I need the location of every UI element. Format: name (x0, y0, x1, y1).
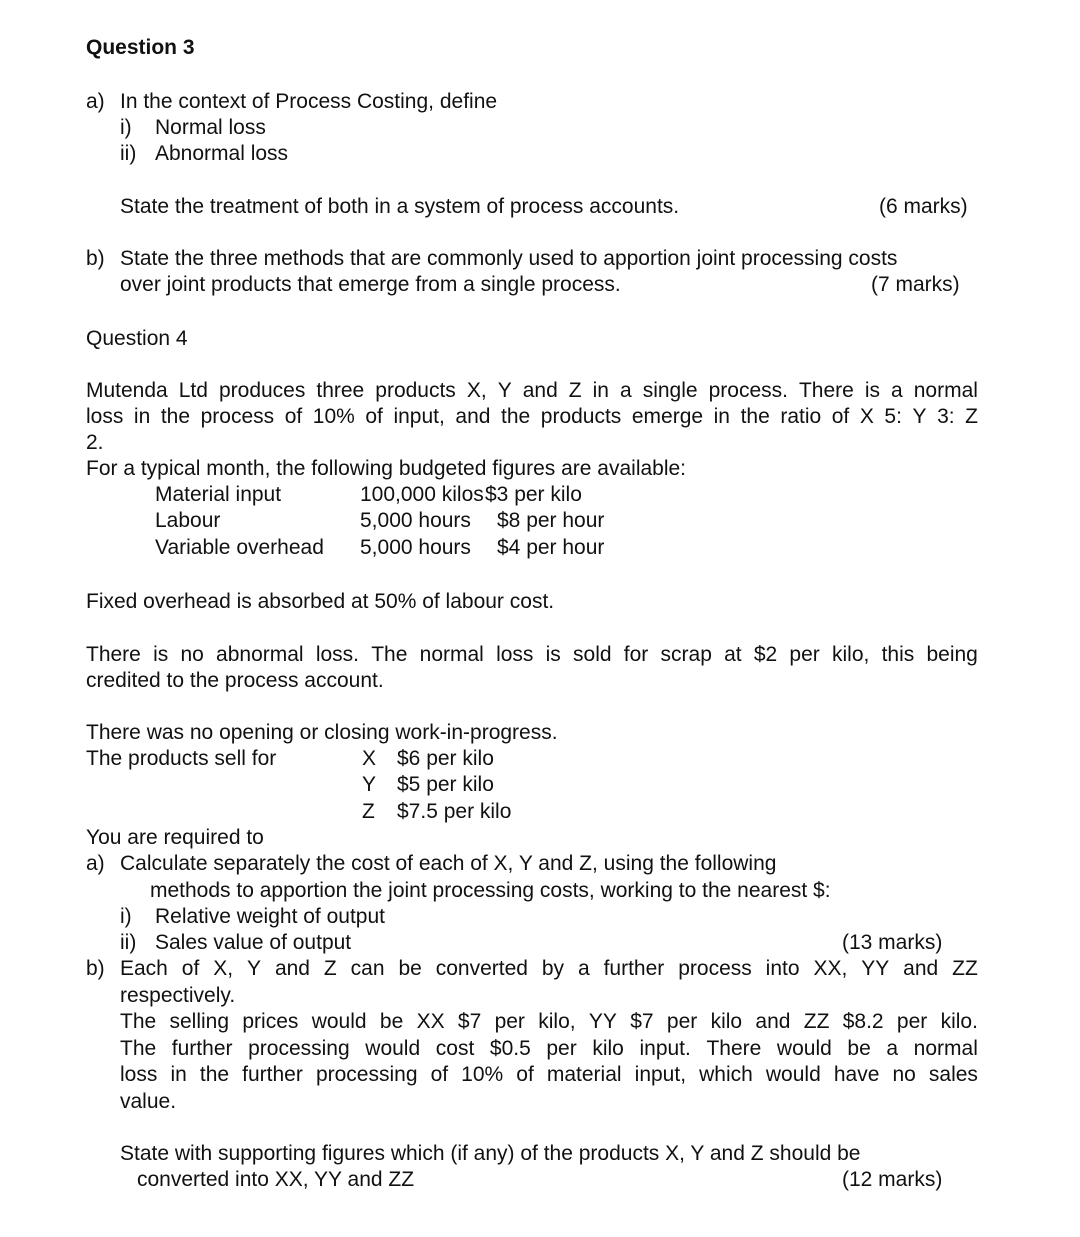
word: emerge (631, 405, 704, 428)
word: input. (639, 1037, 691, 1060)
word: input, (634, 1063, 687, 1086)
word: a (891, 379, 903, 402)
word: of (430, 1063, 449, 1086)
word: would (365, 1037, 421, 1060)
word: ZZ (803, 1010, 830, 1033)
q3-part-b-label: b) (86, 247, 105, 270)
word: the (160, 405, 191, 428)
q4-b-line-2: respectively. (120, 984, 236, 1007)
q3-part-a-label: a) (86, 90, 105, 113)
word: per (546, 1037, 577, 1060)
word: $2 (753, 643, 778, 666)
q4-a-item-2-text: Sales value of output (155, 931, 352, 954)
word: sold (573, 643, 612, 666)
q3-a-item-2-text: Abnormal loss (155, 142, 289, 165)
q4-b-line-5 (120, 1062, 978, 1088)
word: 10% (312, 405, 355, 428)
word: 3: (937, 405, 955, 428)
word: single (642, 379, 698, 402)
word: of (284, 405, 303, 428)
word: further (171, 1037, 233, 1060)
sell-label: The products sell for (86, 747, 277, 770)
price-y-product: Y (362, 773, 377, 796)
word: into (765, 957, 800, 980)
word: of (181, 957, 200, 980)
q4-a-marks: (13 marks) (842, 931, 943, 954)
wip-text: There was no opening or closing work-in-progress. (86, 721, 558, 744)
q3-a-marks: (6 marks) (879, 195, 968, 218)
scrap-line-2: credited to the process account. (86, 669, 384, 692)
word: Z (323, 957, 337, 980)
scrap-line-1 (86, 642, 978, 668)
word: normal (913, 379, 978, 402)
word: is (153, 643, 169, 666)
budget-row-1-item: Material input (155, 483, 282, 506)
word: is (545, 643, 561, 666)
price-z-value: $7.5 per kilo (397, 800, 512, 823)
word: process. (708, 379, 788, 402)
word: 5: (884, 405, 902, 428)
q4-a-item-1-num: i) (120, 905, 132, 928)
q4-b-line-1 (120, 956, 978, 982)
q4-b-line-6: value. (120, 1090, 177, 1113)
price-x-product: X (362, 747, 377, 770)
q3-a-item-2-num: ii) (120, 142, 137, 165)
word: which (699, 1063, 753, 1086)
word: process (678, 957, 752, 980)
word: Z (568, 379, 582, 402)
word: and (274, 957, 310, 980)
word: Z (965, 405, 978, 428)
budget-intro: For a typical month, the following budgeted figures are available: (86, 457, 687, 480)
question-4-title: Question 4 (86, 327, 188, 350)
q3-b-line-1: State the three methods that are commonly used to apportion joint processing costs (120, 247, 898, 270)
word: would (765, 1063, 821, 1086)
word: of (516, 1063, 534, 1086)
price-y-value: $5 per kilo (397, 773, 494, 796)
word: further (603, 957, 665, 980)
budget-row-2-rate: $8 per hour (497, 509, 605, 532)
q4-a-item-2-num: ii) (120, 931, 137, 954)
word: XX (416, 1010, 445, 1033)
word: YY (861, 957, 890, 980)
word: no (180, 643, 204, 666)
word: sales (928, 1063, 978, 1086)
word: scrap (660, 643, 712, 666)
word: products (375, 379, 456, 402)
word: the (501, 405, 531, 428)
word: $7 (457, 1010, 482, 1033)
word: is (864, 379, 881, 402)
word: There (706, 1037, 762, 1060)
word: kilo, (538, 1010, 576, 1033)
q4-part-b-label: b) (86, 957, 105, 980)
word: cost (435, 1037, 475, 1060)
word: $8.2 (842, 1010, 884, 1033)
q4-b-state-line-1: State with supporting figures which (if any) of the products X, Y and Z should be (120, 1142, 861, 1165)
word: X, (466, 379, 487, 402)
word: Y (497, 379, 512, 402)
word: at (724, 643, 742, 666)
word: loss (120, 1063, 158, 1086)
word: the (740, 405, 770, 428)
budget-row-1-rate: $3 per kilo (485, 483, 582, 506)
word: kilo (710, 1010, 743, 1033)
word: by (541, 957, 565, 980)
q3-a-item-1-num: i) (120, 116, 132, 139)
word: 10% (461, 1063, 504, 1086)
q3-b-marks: (7 marks) (871, 273, 960, 296)
word: be (398, 957, 422, 980)
word: and (522, 379, 558, 402)
word: material (546, 1063, 622, 1086)
word: $7 (630, 1010, 654, 1033)
q4-b-line-3 (120, 1009, 978, 1035)
word: be (847, 1037, 871, 1060)
q3-b-line-2: over joint products that emerge from a single process. (120, 273, 621, 296)
q3-a-instruction: State the treatment of both in a system of process accounts. (120, 195, 680, 218)
question-3-title: Question 3 (86, 36, 195, 59)
word: There (86, 643, 141, 666)
word: of (365, 405, 383, 428)
q4-part-a-label: a) (86, 852, 105, 875)
word: kilo (592, 1037, 624, 1060)
word: a (886, 1037, 899, 1060)
word: converted (435, 957, 528, 980)
word: per (494, 1010, 525, 1033)
word: $0.5 (489, 1037, 531, 1060)
word: a (620, 379, 632, 402)
q4-a-line-1: Calculate separately the cost of each of X, Y and Z, using the following (120, 852, 777, 875)
word: the (199, 1063, 230, 1086)
q3-part-a-text: In the context of Process Costing, define (120, 90, 498, 113)
word: and (903, 957, 939, 980)
word: per (666, 1010, 698, 1033)
word: prices (242, 1010, 299, 1033)
q4-intro-line-3: 2. (86, 431, 104, 454)
word: further (242, 1063, 303, 1086)
word: in (713, 405, 730, 428)
word: produces (218, 379, 306, 402)
word: input, (393, 405, 445, 428)
budget-row-1-qty: 100,000 kilos (360, 483, 484, 506)
word: loss (86, 405, 124, 428)
word: would (311, 1010, 367, 1033)
budget-row-3-item: Variable overhead (155, 536, 324, 559)
word: processing (248, 1037, 350, 1060)
word: normal (419, 643, 484, 666)
word: a (577, 957, 590, 980)
q4-intro-line-1 (86, 378, 978, 404)
word: and (455, 405, 491, 428)
word: can (350, 957, 385, 980)
q4-b-marks: (12 marks) (842, 1168, 943, 1191)
word: There (798, 379, 854, 402)
word: Mutenda (86, 379, 168, 402)
word: The (371, 643, 408, 666)
word: processing (315, 1063, 418, 1086)
word: YY (588, 1010, 617, 1033)
q4-a-item-1-text: Relative weight of output (155, 905, 385, 928)
q4-intro-line-2 (86, 404, 978, 430)
price-x-value: $6 per kilo (397, 747, 494, 770)
word: ratio (780, 405, 822, 428)
word: kilo, (831, 643, 870, 666)
q4-a-line-2: methods to apportion the joint processing costs, working to the nearest $: (150, 879, 831, 902)
word: would (776, 1037, 832, 1060)
word: being (926, 643, 978, 666)
word: process (200, 405, 275, 428)
word: Each (120, 957, 168, 980)
q4-b-state-line-2: converted into XX, YY and ZZ (137, 1168, 415, 1191)
word: X (859, 405, 874, 428)
word: per (789, 643, 820, 666)
word: products (540, 405, 622, 428)
word: Ltd (178, 379, 208, 402)
word: of (831, 405, 850, 428)
budget-row-3-rate: $4 per hour (497, 536, 605, 559)
word: this (881, 643, 915, 666)
word: X, (213, 957, 234, 980)
word: no (892, 1063, 916, 1086)
word: in (170, 1063, 187, 1086)
budget-row-2-qty: 5,000 hours (360, 509, 471, 532)
word: Y (912, 405, 927, 428)
fixed-overhead-text: Fixed overhead is absorbed at 50% of labour cost. (86, 590, 555, 613)
word: abnormal (216, 643, 304, 666)
word: and (755, 1010, 791, 1033)
word: for (623, 643, 649, 666)
budget-row-2-item: Labour (155, 509, 221, 532)
word: have (833, 1063, 880, 1086)
price-z-product: Z (362, 800, 375, 823)
q4-b-line-4 (120, 1036, 978, 1062)
word: ZZ (952, 957, 978, 980)
word: be (379, 1010, 404, 1033)
word: loss (496, 643, 534, 666)
q3-a-item-1-text: Normal loss (155, 116, 266, 139)
word: in (592, 379, 609, 402)
word: three (316, 379, 365, 402)
word: XX, (813, 957, 848, 980)
word: normal (913, 1037, 978, 1060)
word: loss. (315, 643, 360, 666)
word: The (120, 1010, 157, 1033)
word: kilo. (940, 1010, 978, 1033)
word: in (133, 405, 151, 428)
word: selling (169, 1010, 230, 1033)
word: per (896, 1010, 928, 1033)
word: The (120, 1037, 157, 1060)
word: Y (247, 957, 262, 980)
required-text: You are required to (86, 826, 264, 849)
budget-row-3-qty: 5,000 hours (360, 536, 471, 559)
